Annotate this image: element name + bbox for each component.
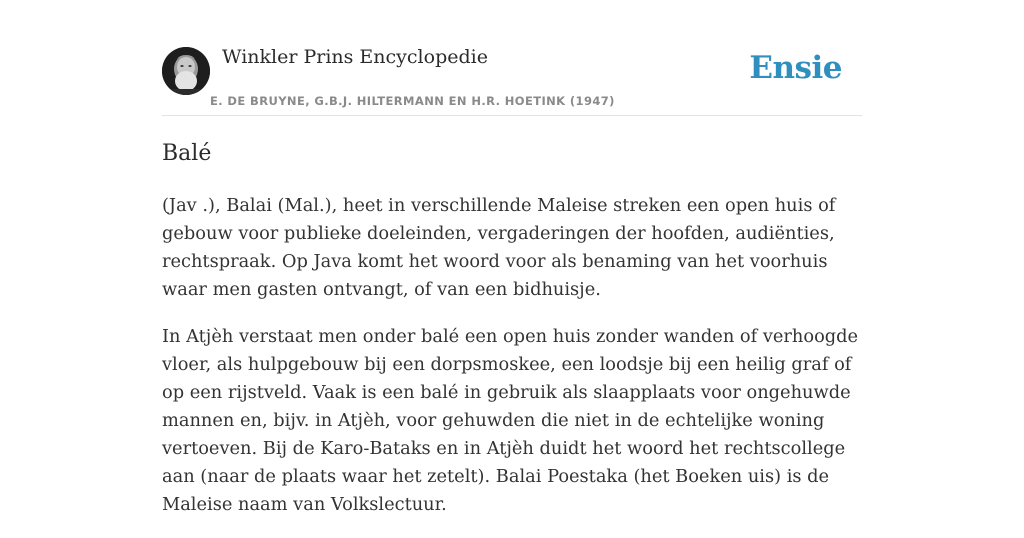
portrait-image xyxy=(162,47,210,95)
entry-body xyxy=(162,192,862,538)
site-header xyxy=(162,0,862,116)
entry-title: Balé xyxy=(162,141,212,166)
author-avatar xyxy=(162,47,210,95)
authors-line: E. DE BRUYNE, G.B.J. HILTERMANN EN H.R. HOETINK (1947) xyxy=(210,94,615,108)
encyclopedia-title[interactable]: Winkler Prins Encyclopedie xyxy=(222,46,488,68)
entry-paragraph: (Jav .), Balai (Mal.), heet in verschillende Maleise streken een open huis of gebouw voor publieke doeleinden, vergaderingen der hoofden, audiënties, rechtspraak. Op Java komt het woord voor als benaming van het voorhuis waar men gasten ontvangt, of van een bidhuisje. xyxy=(162,195,836,300)
brand-logo[interactable]: Ensie xyxy=(749,50,842,86)
entry-paragraph: In Atjèh verstaat men onder balé een open huis zonder wanden of verhoogde vloer, als hulpgebouw bij een dorpsmoskee, een loodsje bij een heilig graf of op een rijstveld. Vaak is een balé in gebruik als slaapplaats voor ongehuwde mannen en, bijv. in Atjèh, voor gehuwden die niet in de echtelijke woning vertoeven. Bij de Karo-Bataks en in Atjèh duidt het woord het rechtscollege aan (naar de plaats waar het zetelt). Balai Poestaka (het Boeken uis) is de Maleise naam van Volkslectuur. xyxy=(162,326,859,515)
page-container xyxy=(162,0,862,515)
